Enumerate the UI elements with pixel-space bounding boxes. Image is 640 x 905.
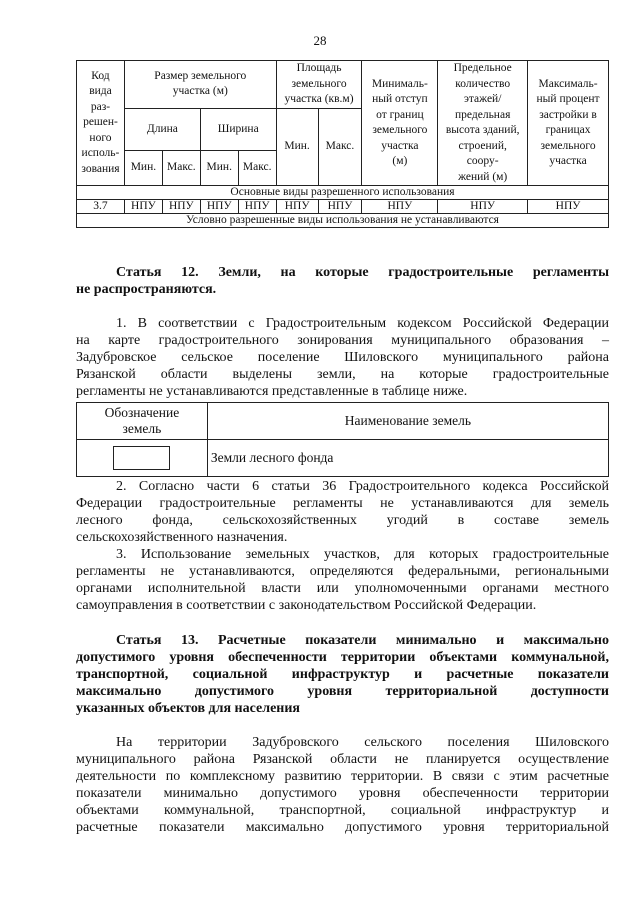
designation-cell	[77, 440, 208, 477]
article-12-paragraph-1: 1. В соответствии с Градостроительным кодексом Российской Федерации на карте градостроительного зонирования муниципального образования – Задубровское сельское поселение Шиловского муниципального района Рязанской области выделены земли, на которые градостроительные регламенты не устанавливаются представленные в таблице ниже.	[76, 316, 609, 399]
table-cell: НПУ	[318, 200, 362, 214]
table-cell: НПУ	[362, 200, 438, 214]
table-cell: НПУ	[200, 200, 238, 214]
cell-code: 3.7	[77, 200, 125, 214]
land-types-table	[76, 402, 609, 477]
table-row	[77, 440, 609, 477]
section-conditional-uses: Условно разрешенные виды использования не устанавливаются	[77, 214, 609, 228]
header-length-min: Мин.	[124, 151, 162, 186]
section-basic-uses: Основные виды разрешенного использования	[77, 186, 609, 200]
header-area-min: Мин.	[276, 108, 318, 186]
article-12-paragraph-3: 3. Использование земельных участков, для которых градостроительные регламенты не устанавливаются, определяются федеральными, региональными органами исполнительной власти или уполномоченными органами местного самоуправления в соответствии с законодательством Российской Федерации.	[76, 547, 609, 613]
header-code: Код вида раз- решен- ного исполь- зования	[77, 61, 125, 186]
header-area-max: Макс.	[318, 108, 362, 186]
article-13-heading: Статья 13. Расчетные показатели минимально и максимально допустимого уровня обеспеченности территории объектами коммунальной, транспортной, социальной инфраструктур и расчетные показатели максимально допустимого уровня территориальной доступности указанных объектов для населения	[76, 633, 609, 716]
page-number: 28	[313, 33, 327, 48]
header-width-min: Мин.	[200, 151, 238, 186]
header-percent: Максималь- ный процент застройки в границах земельного участка	[528, 61, 609, 186]
zoning-parameters-table	[76, 60, 609, 228]
legend-swatch	[113, 446, 170, 470]
land-name-cell: Земли лесного фонда	[207, 440, 608, 477]
header-setback: Минималь- ный отступ от границ земельного участка (м)	[362, 61, 438, 186]
table-cell: НПУ	[276, 200, 318, 214]
table-cell: НПУ	[162, 200, 200, 214]
header-size: Размер земельного участка (м)	[124, 61, 276, 109]
table-row	[77, 200, 609, 214]
header-floors: Предельное количество этажей/ предельная высота зданий, строений, соору- жений (м)	[438, 61, 528, 186]
header-width: Ширина	[200, 108, 276, 151]
header-width-max: Макс.	[238, 151, 276, 186]
article-12-paragraph-2: 2. Согласно части 6 статьи 36 Градостроительного кодекса Российской Федерации градостроительные регламенты не устанавливаются для земель лесного фонда, сельскохозяйственных угодий в составе земель сельскохозяйственного назначения.	[76, 479, 609, 545]
header-area: Площадь земельного участка (кв.м)	[276, 61, 362, 109]
article-12-heading: Статья 12. Земли, на которые градостроительные регламенты не распространяются.	[76, 265, 609, 297]
header-land-name: Наименование земель	[207, 403, 608, 440]
table-cell: НПУ	[528, 200, 609, 214]
header-length: Длина	[124, 108, 200, 151]
table-cell: НПУ	[238, 200, 276, 214]
header-length-max: Макс.	[162, 151, 200, 186]
header-designation: Обозначение земель	[77, 403, 208, 440]
article-13-paragraph: На территории Задубровского сельского поселения Шиловского муниципального района Рязанской области не планируется осуществление деятельности по комплексному развитию территории. В связи с этим расчетные показатели минимально допустимого уровня обеспеченности территории объектами коммунальной, транспортной, социальной инфраструктур и расчетные показатели максимально допустимого уровня территориальной	[76, 735, 609, 835]
table-cell: НПУ	[124, 200, 162, 214]
table-cell: НПУ	[438, 200, 528, 214]
